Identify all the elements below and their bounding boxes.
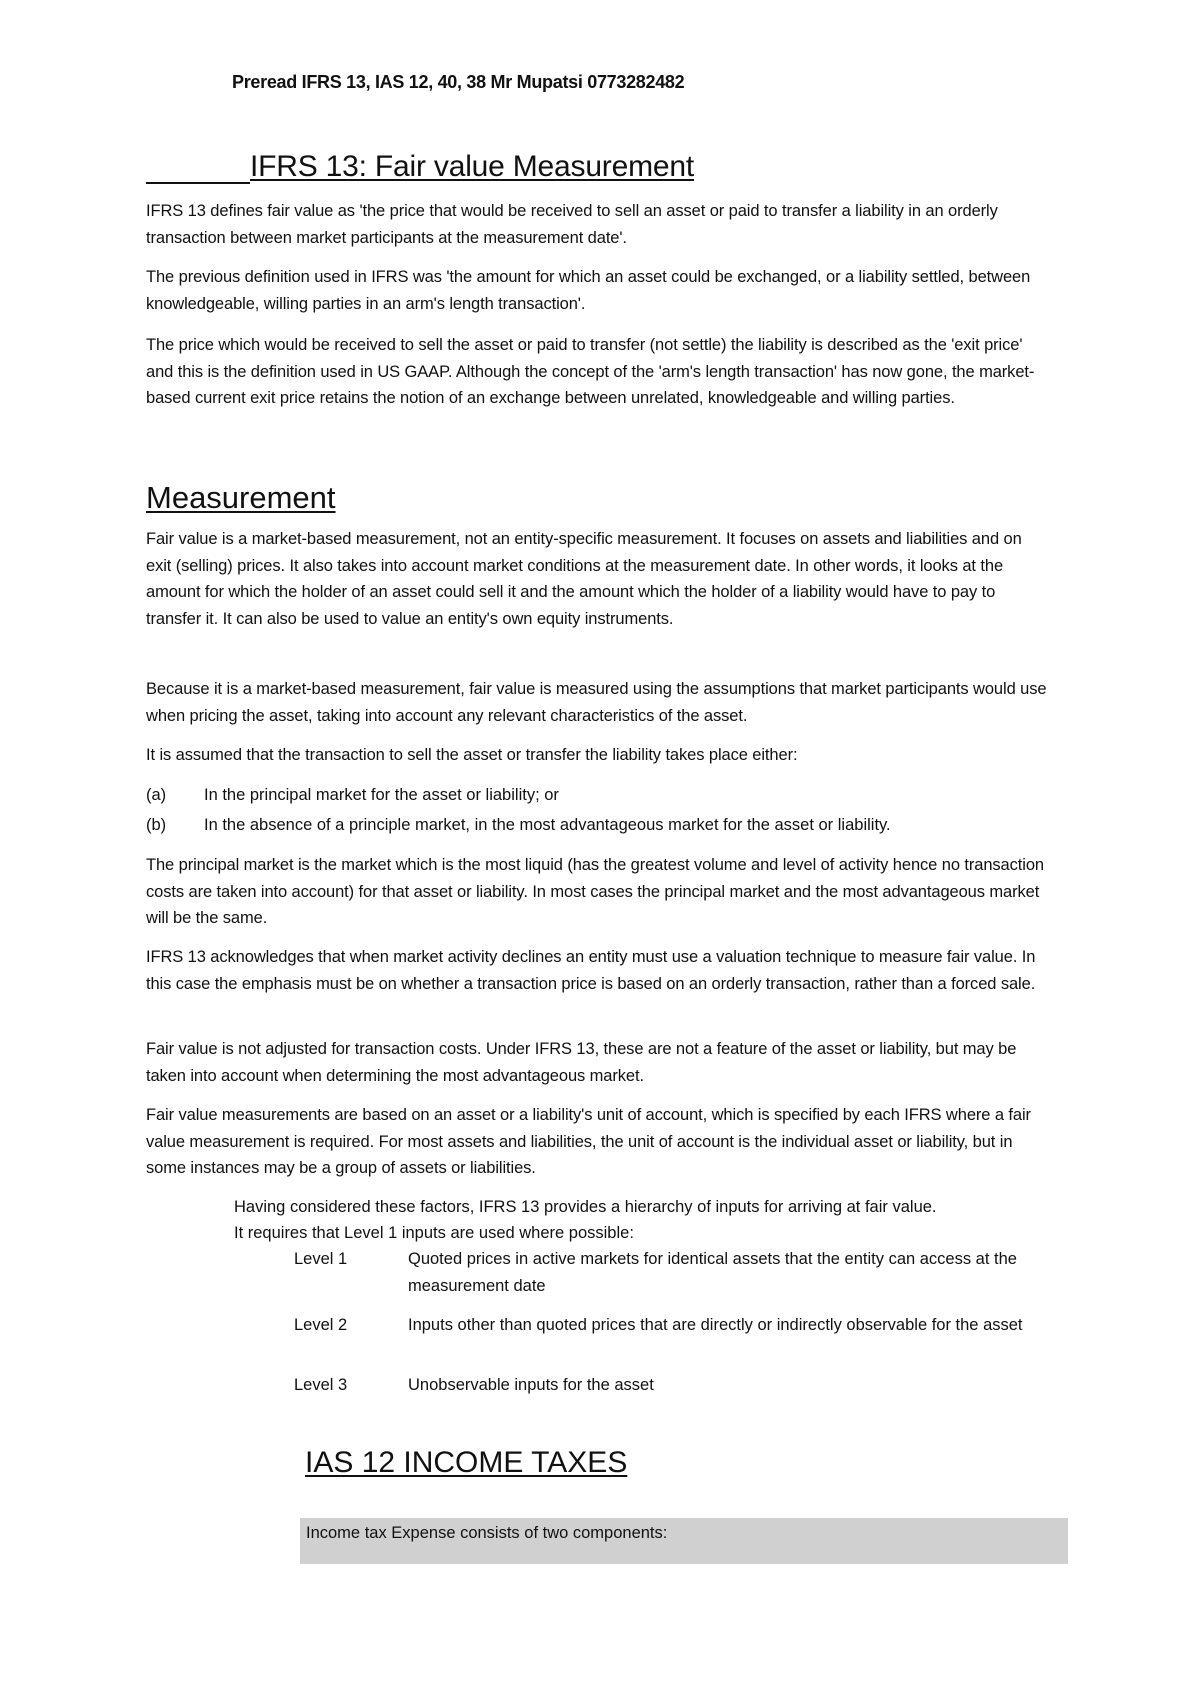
measurement-paragraph-5: IFRS 13 acknowledges that when market activity declines an entity must use a valuation technique to measure fair value. In this case the emphasis must be on whether a transaction price is based on an orderly transaction, rather than a forced sale. — [146, 948, 1036, 993]
measurement-paragraph-6: Fair value is not adjusted for transaction costs. Under IFRS 13, these are not a feature of the asset or liability, but may be taken into account when determining the most advantageous market. — [146, 1040, 1017, 1085]
ifrs13-paragraph-3: The price which would be received to sell the asset or paid to transfer (not settle) the liability is described as the 'exit price' and this is the definition used in US GAAP. Although the concept of the 'arm's length transaction' has now gone, the market-based current exit price retains the notion of an exchange between unrelated, knowledgeable and willing parties. — [146, 336, 1035, 407]
ifrs13-title-text: IFRS 13: Fair value Measurement — [250, 150, 694, 183]
ifrs13-paragraph-2: The previous definition used in IFRS was 'the amount for which an asset could be exchanged, or a liability settled, between knowledgeable, willing parties in an arm's length transaction'. — [146, 268, 1031, 313]
level-desc: Quoted prices in active markets for identical assets that the entity can access at the measurement date — [408, 1250, 1017, 1295]
page-header: Preread IFRS 13, IAS 12, 40, 38 Mr Mupatsi 0773282482 — [232, 72, 685, 92]
level-name: Level 3 — [294, 1376, 348, 1394]
level-desc: Unobservable inputs for the asset — [408, 1376, 654, 1394]
level-name: Level 1 — [294, 1250, 348, 1268]
list-marker: (b) — [146, 816, 167, 834]
income-tax-box — [300, 1518, 1068, 1564]
list-item-b — [146, 816, 891, 835]
measurement-paragraph-3: It is assumed that the transaction to sell the asset or transfer the liability takes place either: — [146, 746, 798, 764]
hierarchy-intro-1: Having considered these factors, IFRS 13 provides a hierarchy of inputs for arriving at fair value. — [234, 1198, 937, 1216]
measurement-paragraph-2: Because it is a market-based measurement, fair value is measured using the assumptions that market participants would use when pricing the asset, taking into account any relevant characteristics of the asset. — [146, 680, 1047, 725]
measurement-heading: Measurement — [146, 480, 336, 515]
list-text: In the principal market for the asset or liability; or — [204, 786, 559, 804]
measurement-paragraph-1: Fair value is a market-based measurement, not an entity-specific measurement. It focuses on assets and liabilities and on exit (selling) prices. It also takes into account market conditions at the measurement date. In other words, it looks at the amount for which the holder of an asset could sell it and the amount which the holder of a liability would have to pay to transfer it. It can also be used to value an entity's own equity instruments. — [146, 530, 1022, 628]
list-text: In the absence of a principle market, in the most advantageous market for the asset or liability. — [204, 816, 891, 834]
title-underline-pad — [146, 152, 250, 184]
ifrs13-paragraph-1: IFRS 13 defines fair value as 'the price that would be received to sell an asset or paid to transfer a liability in an orderly transaction between market participants at the measurement date'. — [146, 202, 998, 247]
list-item-a — [146, 786, 559, 805]
hierarchy-intro-2: It requires that Level 1 inputs are used where possible: — [234, 1224, 634, 1242]
list-marker: (a) — [146, 786, 167, 804]
income-tax-box-text: Income tax Expense consists of two components: — [306, 1524, 668, 1542]
ias12-heading: IAS 12 INCOME TAXES — [305, 1446, 628, 1479]
level-desc: Inputs other than quoted prices that are directly or indirectly observable for the asset — [408, 1316, 1023, 1334]
level-name: Level 2 — [294, 1316, 348, 1334]
measurement-paragraph-4: The principal market is the market which is the most liquid (has the greatest volume and level of activity hence no transaction costs are taken into account) for that asset or liability. In most cases the principal market and the most advantageous market will be the same. — [146, 856, 1044, 927]
measurement-paragraph-7: Fair value measurements are based on an asset or a liability's unit of account, which is specified by each IFRS where a fair value measurement is required. For most assets and liabilities, the unit of account is the individual asset or liability, but in some instances may be a group of assets or liabilities. — [146, 1106, 1031, 1177]
ifrs13-title — [146, 150, 694, 184]
